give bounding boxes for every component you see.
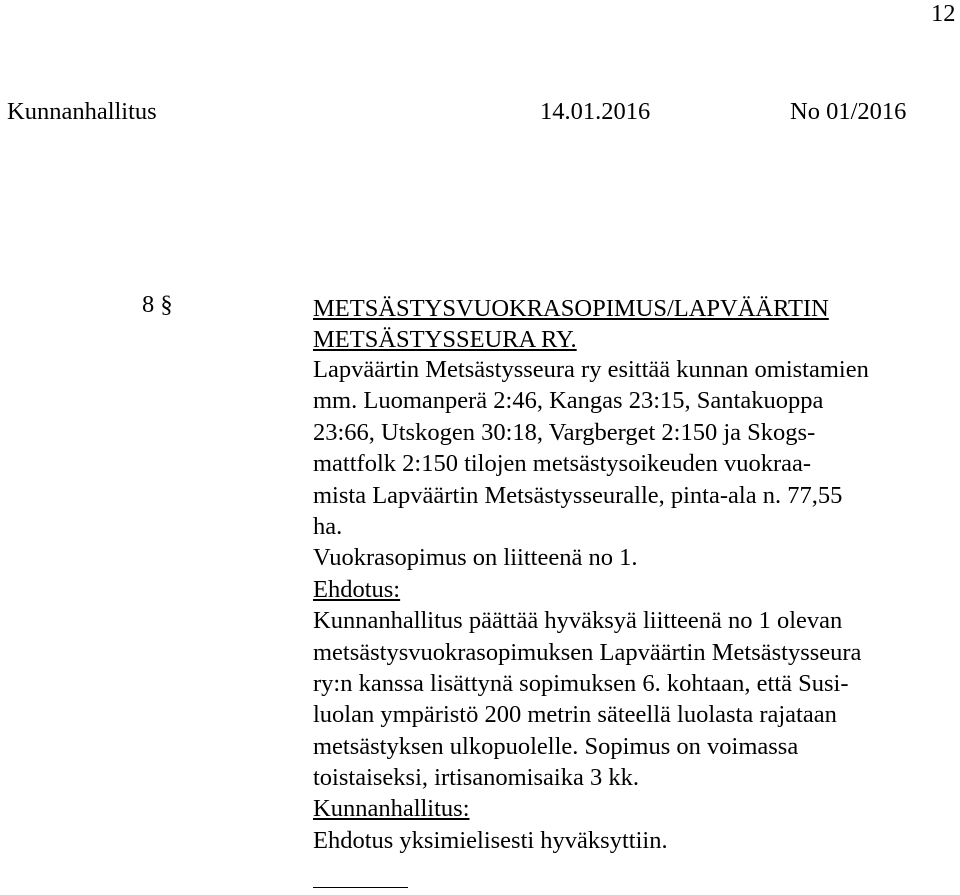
header-meeting-number: No 01/2016 bbox=[790, 98, 907, 125]
description-line: mm. Luomanperä 2:46, Kangas 23:15, Santakuoppa bbox=[313, 387, 824, 415]
proposal-line: luolan ympäristö 200 metrin säteellä luolasta rajataan bbox=[313, 701, 837, 729]
decision-text: Ehdotus yksimielisesti hyväksyttiin. bbox=[313, 826, 668, 854]
section-title-line: METSÄSTYSSEURA RY. bbox=[313, 326, 577, 354]
section-number: 8 § bbox=[142, 291, 173, 318]
description-line: mista Lapväärtin Metsästysseuralle, pinta-ala n. 77,55 bbox=[313, 481, 843, 509]
description-line: mattfolk 2:150 tilojen metsästysoikeuden vuokraa- bbox=[313, 450, 812, 478]
section-end-rule bbox=[313, 887, 408, 888]
header-date: 14.01.2016 bbox=[540, 98, 651, 125]
proposal-line: toistaiseksi, irtisanomisaika 3 kk. bbox=[313, 764, 639, 792]
section-title-line: METSÄSTYSVUOKRASOPIMUS/LAPVÄÄRTIN bbox=[313, 295, 829, 322]
description-line: 23:66, Utskogen 30:18, Vargberget 2:150 ja Skogs- bbox=[313, 418, 816, 446]
description-line: ha. bbox=[313, 512, 343, 540]
proposal-label-line bbox=[313, 574, 953, 605]
proposal-line: metsästyksen ulkopuolelle. Sopimus on voimassa bbox=[313, 732, 799, 760]
header-organization: Kunnanhallitus bbox=[7, 98, 157, 125]
decision-label-line bbox=[313, 793, 953, 824]
proposal-line: metsästysvuokrasopimuksen Lapväärtin Metsästysseura bbox=[313, 638, 862, 666]
proposal-line: ry:n kanssa lisättynä sopimuksen 6. kohtaan, että Susi- bbox=[313, 669, 849, 697]
page-number: 12 bbox=[931, 0, 956, 27]
proposal-line: Kunnanhallitus päättää hyväksyä liitteenä no 1 olevan bbox=[313, 607, 843, 635]
description-line: Lapväärtin Metsästysseura ry esittää kunnan omistamien bbox=[313, 356, 869, 383]
section-title bbox=[313, 293, 829, 356]
decision-label: Kunnanhallitus: bbox=[313, 795, 470, 823]
section-body bbox=[313, 354, 953, 856]
proposal-label: Ehdotus: bbox=[313, 575, 401, 603]
description-line: Vuokrasopimus on liitteenä no 1. bbox=[313, 544, 638, 572]
